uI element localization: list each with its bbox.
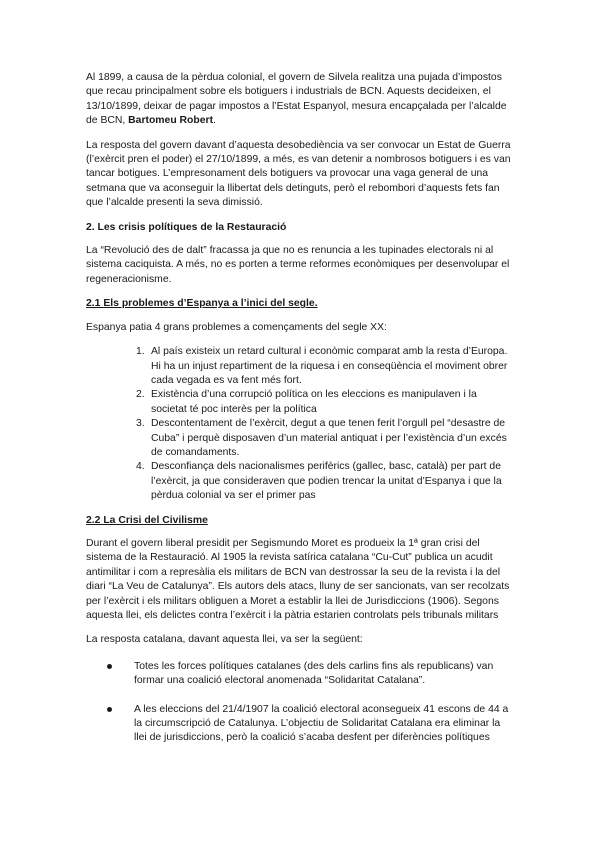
bullet-icon — [107, 664, 112, 669]
paragraph-text: Al 1899, a causa de la pèrdua colonial, el govern de Silvela realitza una pujada d’impostos que recau principalment sobre els botiguers i industrials de BCN. Aquests decideixen, el 13/10/1899, deixar de pagar impostos a l’Estat Espanyol, mesura encapçalada per l’alcalde de BCN, — [86, 72, 507, 127]
bullet-icon — [107, 707, 112, 712]
paragraph-resposta-catalana: La resposta catalana, davant aquesta llei, va ser la següent: — [86, 634, 363, 646]
list-number: 4. — [136, 461, 145, 473]
list-number: 2. — [136, 389, 145, 401]
list-item-text: Al país existeix un retard cultural i econòmic comparat amb la resta d’Europa. Hi ha un injust repartiment de la riquesa i en conseqüència el moviment obrer cada vegada es va fent més fort. — [151, 346, 508, 386]
paragraph-intro-problemes: Espanya patia 4 grans problemes a començaments del segle XX: — [86, 321, 387, 333]
list-number: 3. — [136, 418, 145, 430]
list-item — [119, 703, 514, 746]
section-heading-crisis-politiques: 2. Les crisis polítiques de la Restauració — [86, 221, 287, 233]
list-item-text: A les eleccions del 21/4/1907 la coalició electoral aconsegueix 41 escons de 44 a la circumscripció de Catalunya. L’objectiu de Solidaritat Catalana era eliminar la llei de jurisdiccions, però la coalició s’acaba desfent per diferències polítiques — [134, 703, 509, 744]
problems-list — [86, 345, 514, 503]
list-item — [136, 460, 514, 503]
list-item-text: Totes les forces polítiques catalanes (des dels carlins fins als republicans) van formar una coalició electoral anomenada “Solidaritat Catalana”. — [134, 660, 494, 687]
responses-list — [86, 660, 514, 746]
subsection-heading-problemes: 2.1 Els problemes d’Espanya a l’inici del segle. — [86, 298, 318, 310]
paragraph-revolucio-des-de-dalt: La “Revolució des de dalt” fracassa ja que no es renuncia a les tupinades electorals ni al sistema caciquista. A més, no es porten a terme reformes econòmiques per desenvolupar el regeneracionisme. — [86, 245, 510, 285]
paragraph-cu-cut: Durant el govern liberal presidit per Segismundo Moret es produeix la 1ª gran crisi del sistema de la Restauració. Al 1905 la revista satírica catalana “Cu-Cut” publica un acudit antimilitar i com a represàlia els militars de BCN van destrossar la seu de la revista i la del diari “La Veu de Catalunya”. Els autors dels atacs, lluny de ser sancionats, van ser recolzats per l’exèrcit i els militars obliguen a Moret a establir la llei de Jurisdiccions (1906). Segons aquesta llei, els delictes contra l’exèrcit i la pàtria estarien controlats pels tribunals militars — [86, 537, 510, 621]
list-item — [136, 417, 514, 460]
list-item-text: Existència d’una corrupció política on les eleccions es manipulaven i la societat té poc interès per la política — [151, 389, 477, 415]
list-item — [136, 345, 514, 388]
list-item — [119, 660, 514, 689]
list-number: 1. — [136, 346, 145, 358]
list-item — [136, 388, 514, 417]
bold-name: Bartomeu Robert — [128, 115, 214, 127]
list-item-text: Descontentament de l’exèrcit, degut a que tenen ferit l’orgull pel “desastre de Cuba” i perquè disposaven d’un material antiquat i per l’existència d’un excés de comandaments. — [151, 418, 507, 458]
paragraph-tancament-de-caixes — [86, 71, 514, 129]
paragraph-resposta-govern: La resposta del govern davant d’aquesta desobediència va ser convocar un Estat de Guerra (l’exèrcit pren el poder) el 27/10/1899, a més, es van detenir a nombrosos botiguers i es van tancar botigues. L’empresonament dels botiguers va provocar una vaga general de una setmana que va aconseguir la llibertat dels detinguts, però el rebombori d’aquests fets fan que l’alcalde presenti la seva dimissió. — [86, 139, 511, 209]
subsection-heading-crisi-civilisme: 2.2 La Crisi del Civilisme — [86, 514, 208, 526]
list-item-text: Desconfiança dels nacionalismes perifèrics (gallec, basc, català) per part de l’exèrcit, ja que consideraven que podien trencar la unitat d’Espanya i que la pèrdua colonial va ser el primer pas — [151, 461, 502, 502]
paragraph-end: . — [213, 115, 216, 127]
